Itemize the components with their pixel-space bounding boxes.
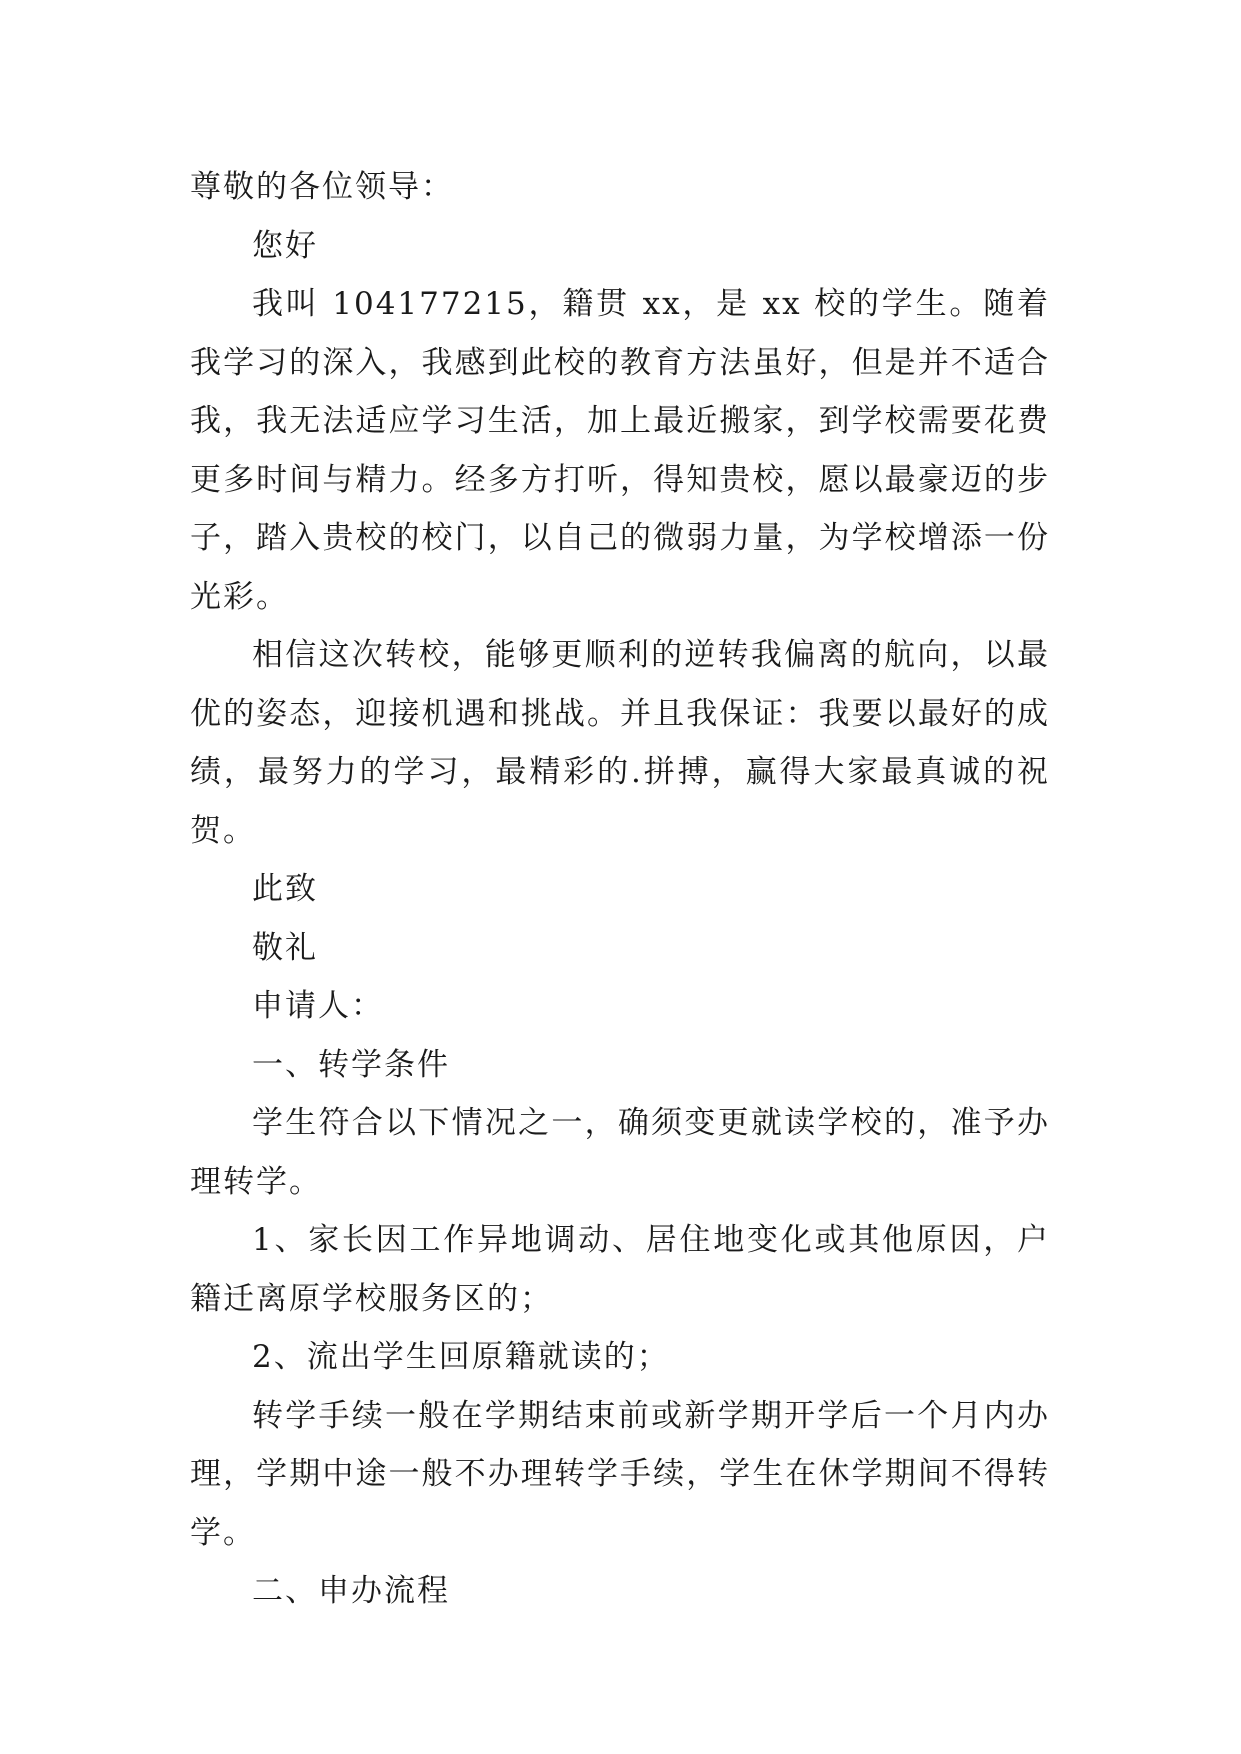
closing-line-2: 敬礼 (252, 929, 318, 966)
paragraph-hope: 相信这次转校，能够更顺利的逆转我偏离的航向，以最优的姿态，迎接机遇和挑战。并且我保证：我要以最好的成绩，最努力的学习，最精彩的.拼搏，赢得大家最真诚的祝贺。 (190, 637, 1050, 849)
applicant-line: 申请人： (252, 988, 384, 1024)
section-1-title: 一、转学条件 (252, 1046, 450, 1083)
document-body (190, 158, 1050, 1621)
section-1-text: 学生符合以下情况之一，确须变更就读学校的，准予办理转学。 (190, 1105, 1050, 1200)
paragraph-intro: 我叫 104177215，籍贯 xx，是 xx 校的学生。随着我学习的深入，我感到此校的教育方法虽好，但是并不适合我，我无法适应学习生活，加上最近搬家，到学校需要花费更多时间与精力。经多方打听，得知贵校，愿以最豪迈的步子，踏入贵校的校门，以自己的微弱力量，为学校增添一份光彩。 (190, 286, 1050, 615)
list-item-2: 2、流出学生回原籍就读的； (252, 1339, 670, 1375)
closing-line-1: 此致 (252, 871, 318, 907)
greeting: 您好 (252, 227, 318, 264)
salutation: 尊敬的各位领导： (190, 169, 454, 205)
list-item-1: 1、家长因工作异地调动、居住地变化或其他原因，户籍迁离原学校服务区的； (190, 1222, 1050, 1317)
section-2-title: 二、申办流程 (252, 1573, 450, 1609)
procedure-note: 转学手续一般在学期结束前或新学期开学后一个月内办理，学期中途一般不办理转学手续，学生在休学期间不得转学。 (190, 1397, 1050, 1551)
